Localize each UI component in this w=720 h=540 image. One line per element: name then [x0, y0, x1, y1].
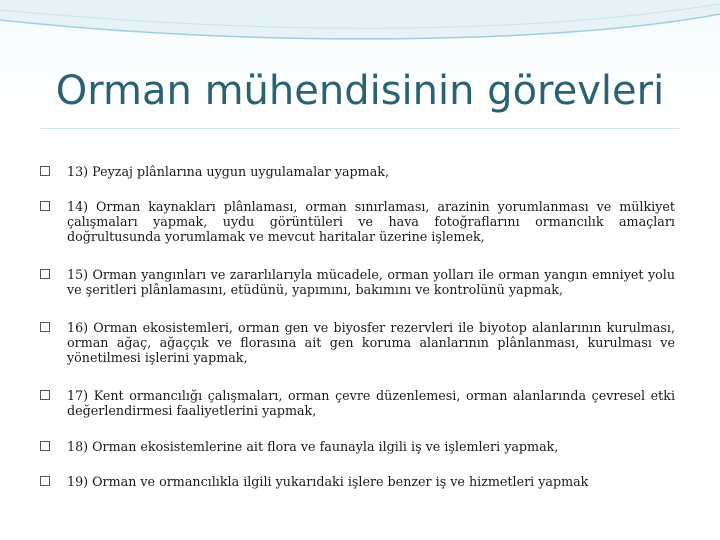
title-divider: [40, 128, 680, 129]
square-bullet-icon: [40, 390, 50, 400]
list-item: [40, 164, 675, 179]
bullet-text: 14) Orman kaynakları plânlaması, orman sınırlaması, arazinin yorumlanması ve mülkiyet çalışmaları yapmak, uydu görüntüleri ve hava fotoğraflarını ormancılık amaçları doğrultusunda yorumlamak ve mevcut haritalar üzerine işlemek,: [67, 199, 675, 244]
slide-title: Orman mühendisinin görevleri: [55, 68, 665, 114]
square-bullet-icon: [40, 476, 50, 486]
square-bullet-icon: [40, 166, 50, 176]
square-bullet-icon: [40, 441, 50, 451]
bullet-text: 17) Kent ormancılığı çalışmaları, orman çevre düzenlemesi, orman alanlarında çevresel etki değerlendirmesi faaliyetlerini yapmak,: [67, 388, 675, 418]
list-item: [40, 388, 675, 418]
list-item: [40, 474, 675, 489]
bullet-text: 19) Orman ve ormancılıkla ilgili yukarıdaki işlere benzer iş ve hizmetleri yapmak: [67, 474, 589, 489]
list-item: [40, 439, 675, 454]
list-item: [40, 267, 675, 297]
bullet-text: 16) Orman ekosistemleri, orman gen ve biyosfer rezervleri ile biyotop alanlarının kurulması, orman ağaç, ağaççık ve florasına ait gen koruma alanlarının plânlanması, kurulması ve yönetilmesi işlerini yapmak,: [67, 320, 675, 365]
bullet-text: 18) Orman ekosistemlerine ait flora ve faunayla ilgili iş ve işlemleri yapmak,: [67, 439, 559, 454]
square-bullet-icon: [40, 269, 50, 279]
bullet-list: [40, 164, 675, 489]
list-item: [40, 320, 675, 365]
square-bullet-icon: [40, 322, 50, 332]
list-item: [40, 199, 675, 244]
header-swoosh-decoration: [0, 0, 720, 60]
bullet-text: 13) Peyzaj plânlarına uygun uygulamalar yapmak,: [67, 164, 389, 179]
square-bullet-icon: [40, 201, 50, 211]
bullet-text: 15) Orman yangınları ve zararlılarıyla mücadele, orman yolları ile orman yangın emniyet yolu ve şeritleri plânlamasını, etüdünü, yapımını, bakımını ve kontrolünü yapmak,: [67, 267, 675, 297]
